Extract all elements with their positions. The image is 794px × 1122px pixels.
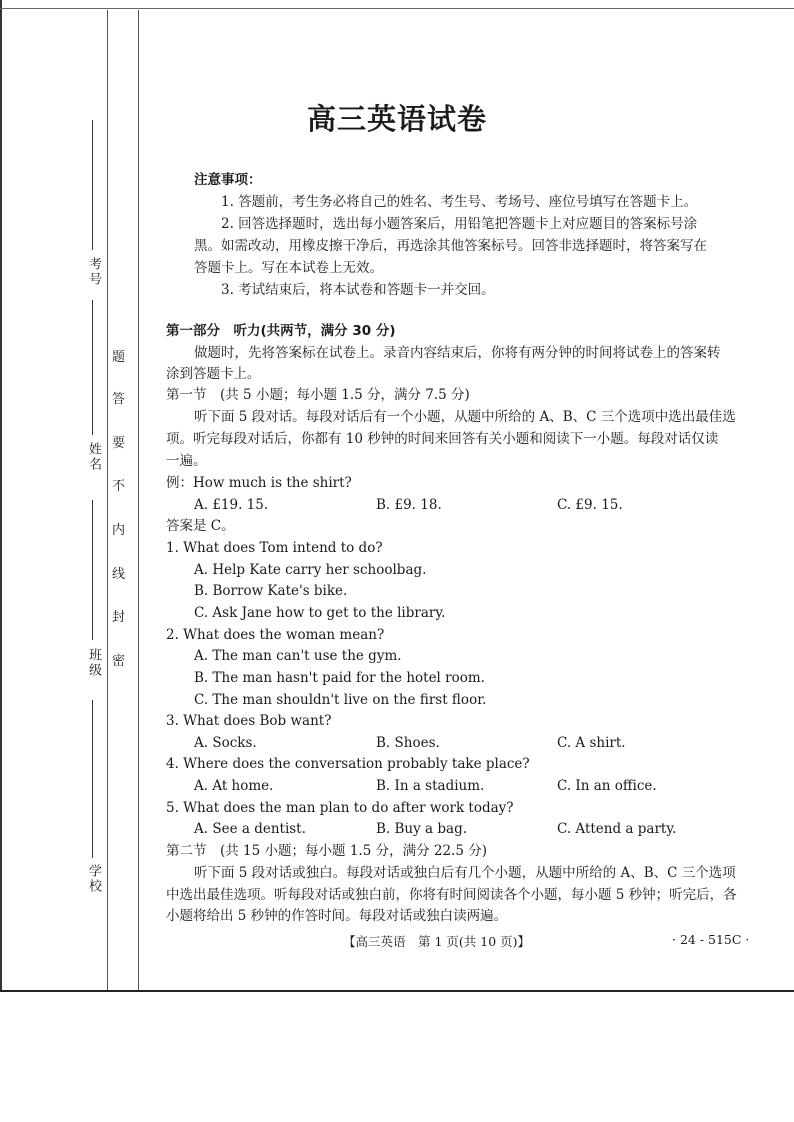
question-text: 2. What does the woman mean? (166, 627, 385, 643)
question-text: 1. What does Tom intend to do? (166, 540, 383, 556)
question-option: C. In an office. (557, 778, 657, 794)
exam-number-label: 考号 (86, 257, 101, 287)
section2-heading: 第二节 (共 15 小题；每小题 1.5 分，满分 22.5 分) (166, 843, 487, 859)
question-option: A. Help Kate carry her schoolbag. (194, 562, 427, 578)
class-label: 班级 (86, 648, 101, 678)
question-option: A. Socks. (194, 735, 257, 751)
section2-intro-line: 小题将给出 5 秒钟的作答时间。每段对话或独白读两遍。 (166, 908, 508, 924)
binding-line (107, 10, 108, 990)
example-question: 例：How much is the shirt? (166, 475, 352, 491)
notice-heading: 注意事项： (194, 172, 262, 188)
question-text: 5. What does the man plan to do after work today? (166, 800, 514, 816)
question-option: C. Ask Jane how to get to the library. (194, 605, 446, 621)
notice-line: 1. 答题前，考生务必将自己的姓名、考生号、考场号、座位号填写在答题卡上。 (221, 194, 698, 210)
question-option: C. Attend a party. (557, 821, 677, 837)
exam-number-blank[interactable] (92, 120, 93, 250)
question-option: B. The man hasn't paid for the hotel room. (194, 670, 485, 686)
question-option: A. See a dentist. (194, 821, 306, 837)
question-option: B. Shoes. (376, 735, 440, 751)
seal-line (138, 10, 139, 990)
example-option: B. £9. 18. (376, 497, 442, 513)
example-option: C. £9. 15. (557, 497, 623, 513)
example-answer: 答案是 C。 (166, 518, 235, 534)
school-label: 学校 (86, 864, 101, 894)
part1-intro-line: 做题时，先将答案标在试卷上。录音内容结束后，你将有两分钟的时间将试卷上的答案转 (194, 345, 721, 361)
question-option: B. In a stadium. (376, 778, 485, 794)
seal-char: 要 (112, 436, 126, 451)
notice-line: 2. 回答选择题时，选出每小题答案后，用铅笔把答题卡上对应题目的答案标号涂 (221, 216, 698, 232)
seal-char: 封 (112, 610, 126, 625)
question-option: C. A shirt. (557, 735, 626, 751)
example-option: A. £19. 15. (194, 497, 269, 513)
exam-title: 高三英语试卷 (306, 102, 487, 136)
section1-intro-line: 听下面 5 段对话。每段对话后有一个小题，从题中所给的 A、B、C 三个选项中选出最佳选 (194, 409, 736, 425)
part1-heading: 第一部分 听力(共两节，满分 30 分) (166, 323, 396, 339)
section1-intro-line: 项。听完每段对话后，你都有 10 秒钟的时间来回答有关小题和阅读下一小题。每段对话仅读 (166, 431, 719, 447)
notice-line: 黑。如需改动，用橡皮擦干净后，再选涂其他答案标号。回答非选择题时，将答案写在 (194, 238, 707, 254)
name-label: 姓名 (86, 442, 101, 472)
page-border (0, 0, 2, 990)
page-number-info: 【高三英语 第 1 页(共 10 页)】 (343, 934, 531, 949)
page-border-top (0, 8, 794, 9)
exam-code: · 24 - 515C · (672, 932, 750, 947)
question-text: 3. What does Bob want? (166, 713, 332, 729)
notice-line: 3. 考试结束后，将本试卷和答题卡一并交回。 (221, 282, 495, 298)
question-option: C. The man shouldn't live on the first floor. (194, 692, 487, 708)
seal-char: 内 (112, 523, 126, 538)
seal-char: 题 (112, 350, 126, 365)
section1-heading: 第一节 (共 5 小题；每小题 1.5 分，满分 7.5 分) (166, 387, 470, 403)
section2-intro-line: 中选出最佳选项。听每段对话或独白前，你将有时间阅读各个小题，每小题 5 秒钟；听完后，各 (166, 887, 737, 903)
class-blank[interactable] (92, 500, 93, 640)
question-option: B. Buy a bag. (376, 821, 467, 837)
notice-line: 答题卡上。写在本试卷上无效。 (194, 260, 383, 276)
seal-char: 线 (112, 567, 126, 582)
question-option: A. At home. (194, 778, 274, 794)
section1-intro-line: 一遍。 (166, 453, 207, 469)
school-blank[interactable] (92, 700, 93, 858)
part1-intro-line: 涂到答题卡上。 (166, 366, 261, 382)
section2-intro-line: 听下面 5 段对话或独白。每段对话或独白后有几个小题，从题中所给的 A、B、C 三个选项 (194, 865, 736, 881)
name-blank[interactable] (92, 300, 93, 435)
seal-char: 密 (112, 654, 126, 669)
seal-char: 答 (112, 392, 126, 407)
question-text: 4. Where does the conversation probably take place? (166, 756, 530, 772)
question-option: B. Borrow Kate's bike. (194, 583, 348, 599)
question-option: A. The man can't use the gym. (194, 648, 402, 664)
seal-char: 不 (112, 479, 126, 494)
